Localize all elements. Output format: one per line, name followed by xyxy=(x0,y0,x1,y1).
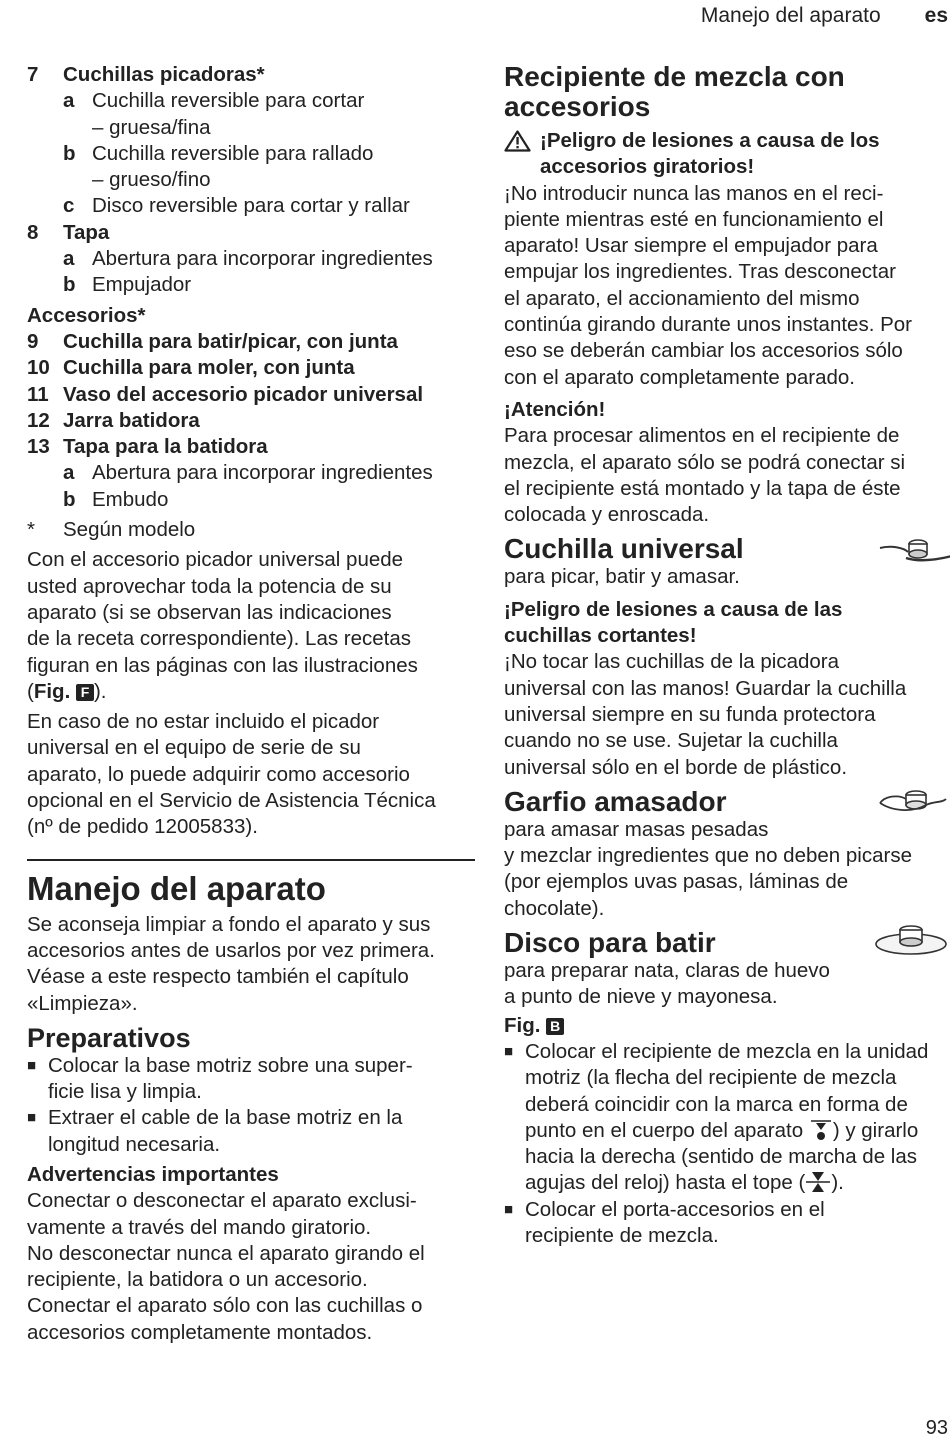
accessory-item-11: 11 Vaso del accesorio picador universal xyxy=(27,382,424,406)
whisk-disc-icon xyxy=(874,922,948,958)
warnings-heading: Advertencias importantes xyxy=(27,1162,279,1186)
parts-subitem-7b: b Cuchilla reversible para rallado xyxy=(63,141,374,165)
figure-reference-f: (Fig. F ). xyxy=(27,679,107,703)
order-paragraph: En caso de no estar incluido el picador universal en el equipo de serie de su aparato, lo puede adquirir como accesorio opcional en el Servicio de Asistencia Técnica (nº de pedido 12005833). xyxy=(27,710,436,839)
step-bullet-1: ■ Colocar el recipiente de mezcla en la unidad motriz (la flecha del recipiente de mezcla deberá coincidir con la marca en forma de punto en el cuerpo del aparato ) y girarlo hacia la derecha (sentido de marcha de las agujas del reloj) hasta el tope ( ). xyxy=(504,1039,950,1197)
universal-blade-icon xyxy=(878,536,950,566)
preparation-heading: Preparativos xyxy=(27,1022,191,1053)
figure-reference-b: Fig. B xyxy=(504,1013,950,1039)
left-column xyxy=(27,62,477,1346)
danger-blades-heading: ¡Peligro de lesiones a causa de las cuchillas cortantes! xyxy=(504,597,843,648)
section-intro: Se aconseja limpiar a fondo el aparato y sus accesorios antes de usarlos por vez primera. Véase a este respecto también el capítulo «Limpieza». xyxy=(27,912,435,1015)
step-bullet-2: ■ Colocar el porta-accesorios en el recipiente de mezcla. xyxy=(504,1197,950,1250)
hook-heading: Garfio amasador xyxy=(504,785,727,817)
attention-heading: ¡Atención! xyxy=(504,397,606,421)
stop-mark-symbol-icon xyxy=(805,1170,831,1194)
parts-item-8: 8 Tapa xyxy=(27,220,110,244)
bullet-square-icon: ■ xyxy=(504,1200,514,1218)
bowl-heading: Recipiente de mezcla con accesorios xyxy=(504,61,845,122)
figure-label-f: F xyxy=(76,684,94,701)
blade-heading: Cuchilla universal xyxy=(504,533,744,565)
page-header xyxy=(701,2,950,30)
prep-bullet-2: ■ Extraer el cable de la base motriz en la longitud necesaria. xyxy=(27,1105,477,1158)
section-title: Manejo del aparato xyxy=(27,869,326,907)
accessory-item-13: 13 Tapa para la batidora xyxy=(27,435,268,459)
accessory-subitem-13b: b Embudo xyxy=(63,487,169,511)
dot-mark-symbol-icon xyxy=(809,1118,833,1142)
kneading-hook-icon xyxy=(876,785,950,817)
accessory-item-10: 10 Cuchilla para moler, con junta xyxy=(27,356,355,380)
blade-section xyxy=(504,534,950,590)
language-code: es xyxy=(924,3,948,27)
bullet-square-icon: ■ xyxy=(27,1056,37,1074)
parts-item-7: 7 Cuchillas picadoras* xyxy=(27,63,265,86)
figure-label-b: B xyxy=(546,1018,564,1035)
bullet-square-icon: ■ xyxy=(504,1042,514,1060)
prep-bullet-1: ■ Colocar la base motriz sobre una super- ficie lisa y limpia. xyxy=(27,1053,477,1106)
warning-triangle-icon xyxy=(504,128,540,181)
whisk-heading: Disco para batir xyxy=(504,927,716,959)
attention-text: Para procesar alimentos en el recipiente de mezcla, el aparato sólo se podrá conectar si el recipiente está montado y la tapa de éste colocada y enroscada. xyxy=(504,424,906,527)
parts-subitem-8b: b Empujador xyxy=(63,273,192,297)
warnings-text: Conectar o desconectar el aparato exclusi- vamente a través del mando giratorio. No desconectar nunca el aparato girando el recipiente, la batidora o un accesorio. Conectar el aparato sólo con las cuchillas o accesorios completamente montados. xyxy=(27,1189,425,1344)
parts-subitem-7a-cont: – gruesa/fina xyxy=(92,115,211,139)
page-number: 93 xyxy=(925,1417,948,1436)
accessory-item-12: 12 Jarra batidora xyxy=(27,408,200,432)
accessory-paragraph: Con el accesorio picador universal puede usted aprovechar toda la potencia de su aparato (si se observan las indicaciones de la receta correspondiente). Las recetas figuran en las páginas con las ilustraciones (Fig. F ). xyxy=(27,547,477,705)
right-column xyxy=(504,62,950,1249)
danger-rotating-text: ¡No introducir nunca las manos en el reci- piente mientras esté en funcionamiento el aparato! Usar siempre el empujador para empujar los ingredientes. Tras desconectar el aparato, el accionamiento del mismo continúa girando durante unos instantes. Por eso se deberán cambiar los accesorios sólo con el aparato completamente parado. xyxy=(504,181,912,389)
accessory-item-9: 9 Cuchilla para batir/picar, con junta xyxy=(27,329,398,353)
section-divider xyxy=(27,859,475,861)
accessories-heading: Accesorios* xyxy=(27,303,146,327)
blade-text: para picar, batir y amasar. xyxy=(504,565,740,589)
footnote: * Según modelo xyxy=(27,518,196,542)
whisk-section: Disco para batir para preparar nata, claras de huevo a punto de nieve y mayonesa. xyxy=(504,928,950,1011)
danger-blades-text: ¡No tocar las cuchillas de la picadora universal con las manos! Guardar la cuchilla universal siempre en su funda protectora cuando no se use. Sujetar la cuchilla universal sólo en el borde de plástico. xyxy=(504,650,907,779)
bullet-square-icon: ■ xyxy=(27,1109,37,1127)
parts-subitem-7c: c Disco reversible para cortar y rallar xyxy=(63,194,410,218)
accessory-subitem-13a: a Abertura para incorporar ingredientes xyxy=(63,461,433,485)
danger-rotating: ¡Peligro de lesiones a causa de los accesorios giratorios! xyxy=(504,128,950,181)
parts-subitem-7b-cont: – grueso/fino xyxy=(92,168,211,192)
hook-section: Garfio amasador para amasar masas pesadas y mezclar ingredientes que no deben picarse (por ejemplos uvas pasas, láminas de chocolate). xyxy=(504,787,950,922)
parts-subitem-8a: a Abertura para incorporar ingredientes xyxy=(63,247,433,271)
parts-subitem-7a: a Cuchilla reversible para cortar xyxy=(63,89,365,113)
header-title: Manejo del aparato xyxy=(700,3,881,27)
